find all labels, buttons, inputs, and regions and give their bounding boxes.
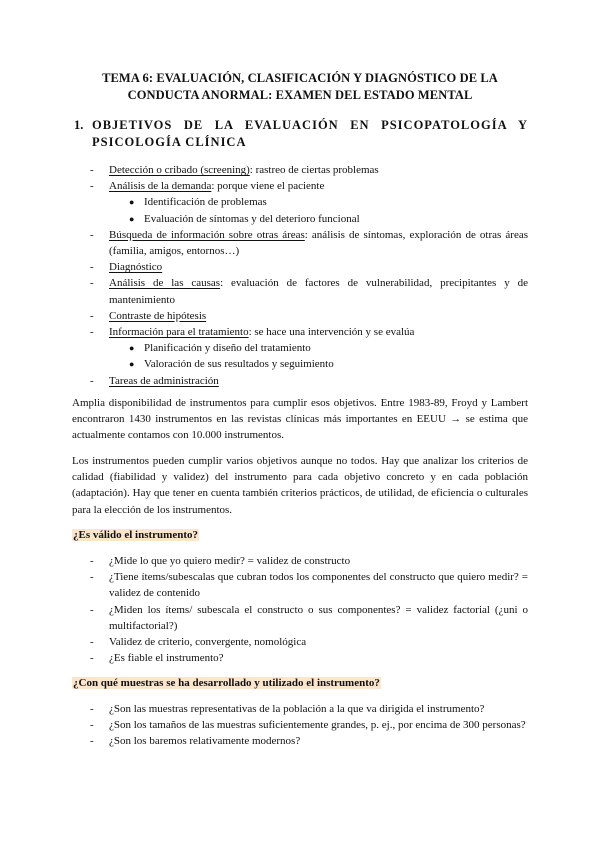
- item-label: Contraste de hipótesis: [109, 309, 207, 322]
- validity-heading: ¿Es válido el instrumento?: [73, 529, 198, 541]
- list-item: - Búsqueda de información sobre otras áreas: análisis de síntomas, exploración de otras áreas (familia, amigos, entornos…): [90, 228, 528, 258]
- sub-list-item: ● Evaluación de síntomas y del deterioro funcional: [72, 211, 528, 227]
- list-item: - ¿Es fiable el instrumento?: [90, 652, 224, 665]
- samples-list: [72, 701, 528, 750]
- list-item: - Información para el tratamiento: se hace una intervención y se evalúa: [90, 326, 415, 339]
- objectives-list: [72, 162, 528, 389]
- list-item: - ¿Miden los ítems/ subescala el constructo o sus componentes? = validez factorial (¿uni o multifactorial?): [90, 603, 528, 632]
- paragraph-instruments: Amplia disponibilidad de instrumentos para cumplir esos objetivos. Entre 1983-89, Froyd y Lambert encontraron 1430 instrumentos en las revistas clínicas más importantes en EEUU → se estima que actualmente contamos con 10.000 instrumentos.: [72, 397, 528, 442]
- sub-list-item: ● Identificación de problemas: [72, 194, 528, 210]
- title-line-2: CONDUCTA ANORMAL: EXAMEN DEL ESTADO MENTAL: [127, 87, 473, 102]
- sub-list-item: ● Planificación y diseño del tratamiento: [72, 340, 528, 356]
- list-item: - ¿Son las muestras representativas de la población a la que va dirigida el instrumento?: [90, 703, 485, 715]
- paragraph-criteria: Los instrumentos pueden cumplir varios objetivos aunque no todos. Hay que analizar los criterios de calidad (fiabilidad y validez) del instrumento para cada objetivo concreto y en cada población (adaptación). Hay que tener en cuenta también criterios prácticos, de utilidad, de eficiencia o culturales para la elección de los instrumentos.: [72, 455, 528, 516]
- list-item: - Detección o cribado (screening): rastreo de ciertas problemas: [90, 164, 379, 176]
- list-item: - Análisis de la demanda: porque viene el paciente: [90, 180, 325, 193]
- item-label: Detección o cribado (screening): [109, 164, 250, 176]
- item-label: Análisis de las causas: [109, 277, 221, 290]
- samples-heading: ¿Con qué muestras se ha desarrollado y utilizado el instrumento?: [73, 677, 380, 689]
- section-number: 1.: [74, 118, 84, 132]
- document-title: [72, 70, 528, 103]
- bullet-icon: ●: [129, 213, 135, 224]
- list-item: - Análisis de las causas: evaluación de factores de vulnerabilidad, precipitantes y de mantenimiento: [90, 277, 528, 306]
- list-item: - ¿Son los tamaños de las muestras suficientemente grandes, p. ej., por encima de 300 personas?: [90, 719, 526, 732]
- sub-list-item: ● Valoración de sus resultados y seguimiento: [72, 356, 528, 372]
- item-label: Diagnóstico: [109, 261, 163, 274]
- section-heading: [74, 117, 528, 151]
- bullet-icon: ●: [129, 343, 135, 354]
- section-title: OBJETIVOS DE LA EVALUACIÓN EN PSICOPATOLOGÍA Y PSICOLOGÍA CLÍNICA: [92, 118, 528, 149]
- item-label: Análisis de la demanda: [109, 180, 212, 193]
- list-item: - Tareas de administración: [90, 374, 219, 387]
- list-item: - ¿Son los baremos relativamente modernos?: [90, 735, 301, 748]
- list-item: - ¿Tiene ítems/subescalas que cubran todos los componentes del constructo que quiero medir? = validez de contenido: [90, 571, 528, 600]
- validity-list: [72, 553, 528, 666]
- title-line-1: TEMA 6: EVALUACIÓN, CLASIFICACIÓN Y DIAGNÓSTICO DE LA: [102, 71, 498, 85]
- item-label: Información para el tratamiento: [109, 326, 249, 339]
- item-label: Búsqueda de información sobre otras áreas: [109, 228, 305, 241]
- bullet-icon: ●: [129, 359, 135, 370]
- item-label: Tareas de administración: [109, 374, 219, 387]
- list-item: - ¿Mide lo que yo quiero medir? = validez de constructo: [90, 555, 351, 567]
- list-item: - Diagnóstico: [90, 261, 163, 274]
- list-item: - Validez de criterio, convergente, nomológica: [90, 636, 307, 649]
- list-item: - Contraste de hipótesis: [90, 309, 207, 322]
- bullet-icon: ●: [129, 197, 135, 208]
